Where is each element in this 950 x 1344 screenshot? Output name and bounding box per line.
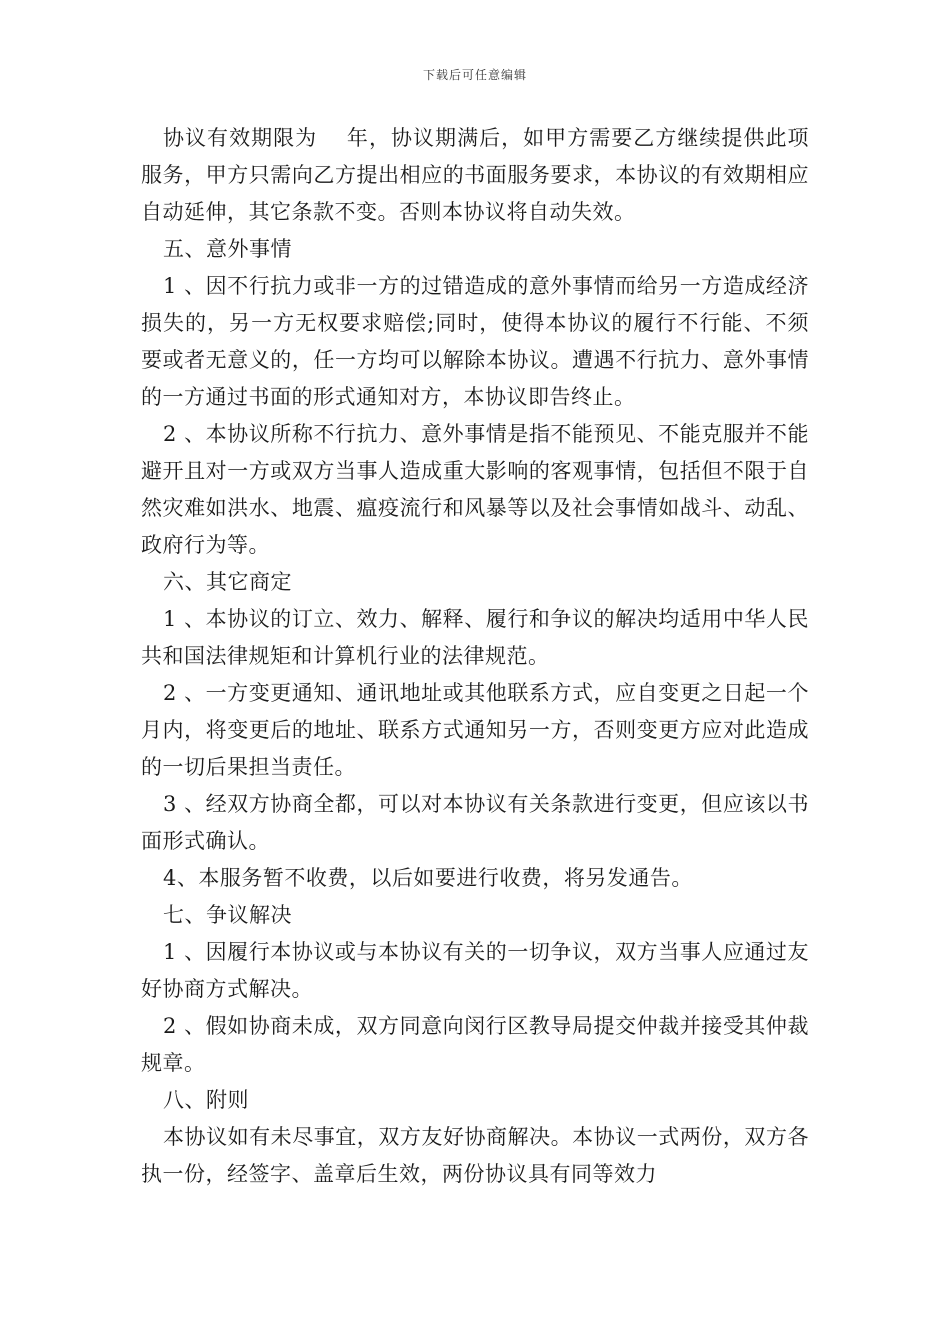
- force-majeure-clause-1: 1 、因不行抗力或非一方的过错造成的意外事情而给另一方造成经济损失的，另一方无权要求赔偿;同时，使得本协议的履行不行能、不须要或者无意义的，任一方均可以解除本协议。遭遇不行抗力、意外事情的一方通过书面的形式通知对方，本协议即告终止。: [141, 274, 809, 409]
- section-heading-other-terms: 六、其它商定: [163, 570, 292, 594]
- other-terms-clause-3: 3 、经双方协商全都，可以对本协议有关条款进行变更，但应该以书面形式确认。: [141, 792, 809, 853]
- document-body: [141, 120, 809, 1193]
- other-terms-clause-2: 2 、一方变更通知、通讯地址或其他联系方式，应自变更之日起一个月内，将变更后的地址、联系方式通知另一方，否则变更方应对此造成的一切后果担当责任。: [141, 681, 809, 779]
- section-heading-supplementary: 八、附则: [163, 1088, 249, 1112]
- force-majeure-clause-2: 2 、本协议所称不行抗力、意外事情是指不能预见、不能克服并不能避开且对一方或双方当事人造成重大影响的客观事情，包括但不限于自然灾难如洪水、地震、瘟疫流行和风暴等以及社会事情如战斗、动乱、政府行为等。: [141, 422, 809, 557]
- other-terms-clause-1: 1 、本协议的订立、效力、解释、履行和争议的解决均适用中华人民共和国法律规矩和计算机行业的法律规范。: [141, 607, 809, 668]
- page-header: 下载后可任意编辑: [422, 68, 527, 82]
- dispute-clause-1: 1 、因履行本协议或与本协议有关的一切争议，双方当事人应通过友好协商方式解决。: [141, 940, 809, 1001]
- supplementary-clause: 本协议如有未尽事宜，双方友好协商解决。本协议一式两份，双方各执一份，经签字、盖章后生效，两份协议具有同等效力: [141, 1125, 809, 1186]
- term-clause: 协议有效期限为 年，协议期满后，如甲方需要乙方继续提供此项服务，甲方只需向乙方提出相应的书面服务要求，本协议的有效期相应自动延伸，其它条款不变。否则本协议将自动失效。: [141, 126, 809, 224]
- other-terms-clause-4: 4、本服务暂不收费，以后如要进行收费，将另发通告。: [163, 866, 693, 890]
- section-heading-dispute: 七、争议解决: [163, 903, 292, 927]
- section-heading-force-majeure: 五、意外事情: [163, 237, 292, 261]
- dispute-clause-2: 2 、假如协商未成，双方同意向闵行区教导局提交仲裁并接受其仲裁规章。: [141, 1014, 809, 1075]
